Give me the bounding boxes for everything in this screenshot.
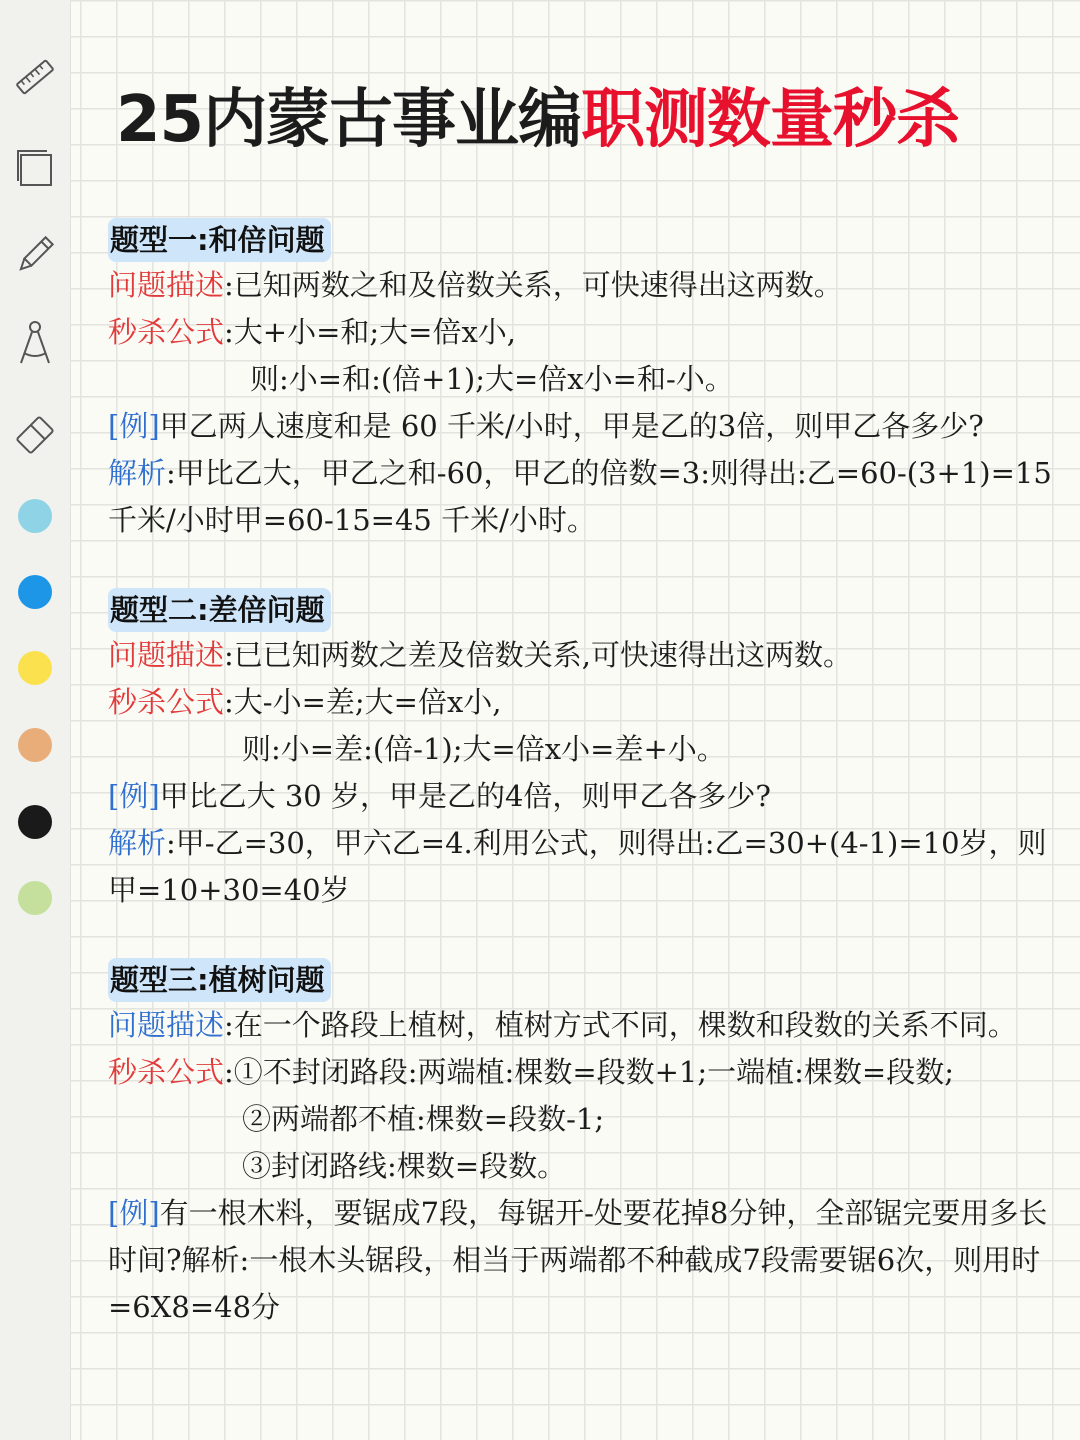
- title-black: 25内蒙古事业编: [116, 83, 582, 157]
- formula-line: [108, 309, 1058, 356]
- example-line: [108, 403, 1058, 450]
- section-heading: 题型三:植树问题: [108, 958, 331, 1002]
- formula-continuation: ②两端都不植:棵数=段数-1;: [242, 1102, 605, 1136]
- page-title: [116, 78, 1056, 162]
- formula-text: :大+小=和;大=倍x小,: [224, 315, 517, 349]
- description-text: :已已知两数之差及倍数关系,可快速得出这两数。: [224, 638, 853, 672]
- compass-icon[interactable]: [10, 318, 60, 368]
- description-label: 问题描述: [108, 268, 225, 302]
- formula-line: [108, 679, 1058, 726]
- description-label: 问题描述: [108, 1008, 225, 1042]
- pencil-icon[interactable]: [10, 230, 60, 280]
- example-label: [例]: [108, 409, 160, 443]
- example-label: [例]: [108, 1196, 160, 1230]
- section-sum-multiple: [108, 218, 1058, 544]
- color-swatch-black[interactable]: [18, 805, 52, 839]
- formula-label: 秒杀公式: [108, 685, 225, 719]
- example-line: [108, 1190, 1058, 1331]
- section-heading: 题型一:和倍问题: [108, 218, 331, 262]
- color-swatch-blue[interactable]: [18, 575, 52, 609]
- description-line: [108, 632, 1058, 679]
- example-line: [108, 773, 1058, 820]
- analysis-label: 解析: [108, 456, 167, 490]
- example-text: 甲比乙大 30 岁，甲是乙的4倍，则甲乙各多少?: [159, 779, 771, 813]
- analysis-text: :甲比乙大，甲乙之和-60，甲乙的倍数=3:则得出:乙=60-(3+1)=15 千米/小时甲=60-15=45 千米/小时。: [108, 456, 1052, 537]
- sidebar: [0, 0, 71, 1440]
- formula-label: 秒杀公式: [108, 1055, 225, 1089]
- color-swatch-yellow[interactable]: [18, 651, 52, 685]
- formula-line: [108, 1049, 1058, 1096]
- section-heading: 题型二:差倍问题: [108, 588, 331, 632]
- analysis-line: [108, 820, 1058, 914]
- example-text: 有一根木料，要锯成7段，每锯开-处要花掉8分钟，全部锯完要用多长时间?解析:一根木头锯段，相当于两端都不种截成7段需要锯6次，则用时=6X8=48分: [108, 1196, 1048, 1324]
- example-text: 甲乙两人速度和是 60 千米/小时，甲是乙的3倍，则甲乙各多少?: [159, 409, 984, 443]
- description-label: 问题描述: [108, 638, 225, 672]
- title-red: 职测数量秒杀: [581, 83, 960, 157]
- description-text: :在一个路段上植树，植树方式不同，棵数和段数的关系不同。: [224, 1008, 1017, 1042]
- example-label: [例]: [108, 779, 160, 813]
- formula-label: 秒杀公式: [108, 315, 225, 349]
- formula-continuation: ③封闭路线:棵数=段数。: [242, 1149, 567, 1183]
- color-swatch-orange[interactable]: [18, 728, 52, 762]
- section-difference-multiple: [108, 588, 1058, 914]
- formula-continuation: 则:小=差:(倍-1);大=倍x小=差+小。: [242, 732, 726, 766]
- analysis-text: :甲-乙=30，甲六乙=4.利用公式，则得出:乙=30+(4-1)=10岁，则甲=10+30=40岁: [108, 826, 1047, 907]
- description-line: [108, 1002, 1058, 1049]
- formula-continuation: 则:小=和:(倍+1);大=倍x小=和-小。: [250, 362, 734, 396]
- description-line: [108, 262, 1058, 309]
- formula-text: :大-小=差;大=倍x小,: [224, 685, 502, 719]
- ruler-icon[interactable]: [10, 52, 60, 102]
- analysis-label: 解析: [108, 826, 167, 860]
- eraser-icon[interactable]: [10, 410, 60, 460]
- section-tree-planting: [108, 958, 1058, 1331]
- color-swatch-light-blue[interactable]: [18, 499, 52, 533]
- content: [108, 218, 1058, 1331]
- description-text: :已知两数之和及倍数关系，可快速得出这两数。: [224, 268, 843, 302]
- color-swatch-green[interactable]: [18, 881, 52, 915]
- formula-text: :①不封闭路段:两端植:棵数=段数+1;一端植:棵数=段数;: [224, 1055, 954, 1089]
- analysis-line: [108, 450, 1058, 544]
- layers-icon[interactable]: [10, 142, 60, 192]
